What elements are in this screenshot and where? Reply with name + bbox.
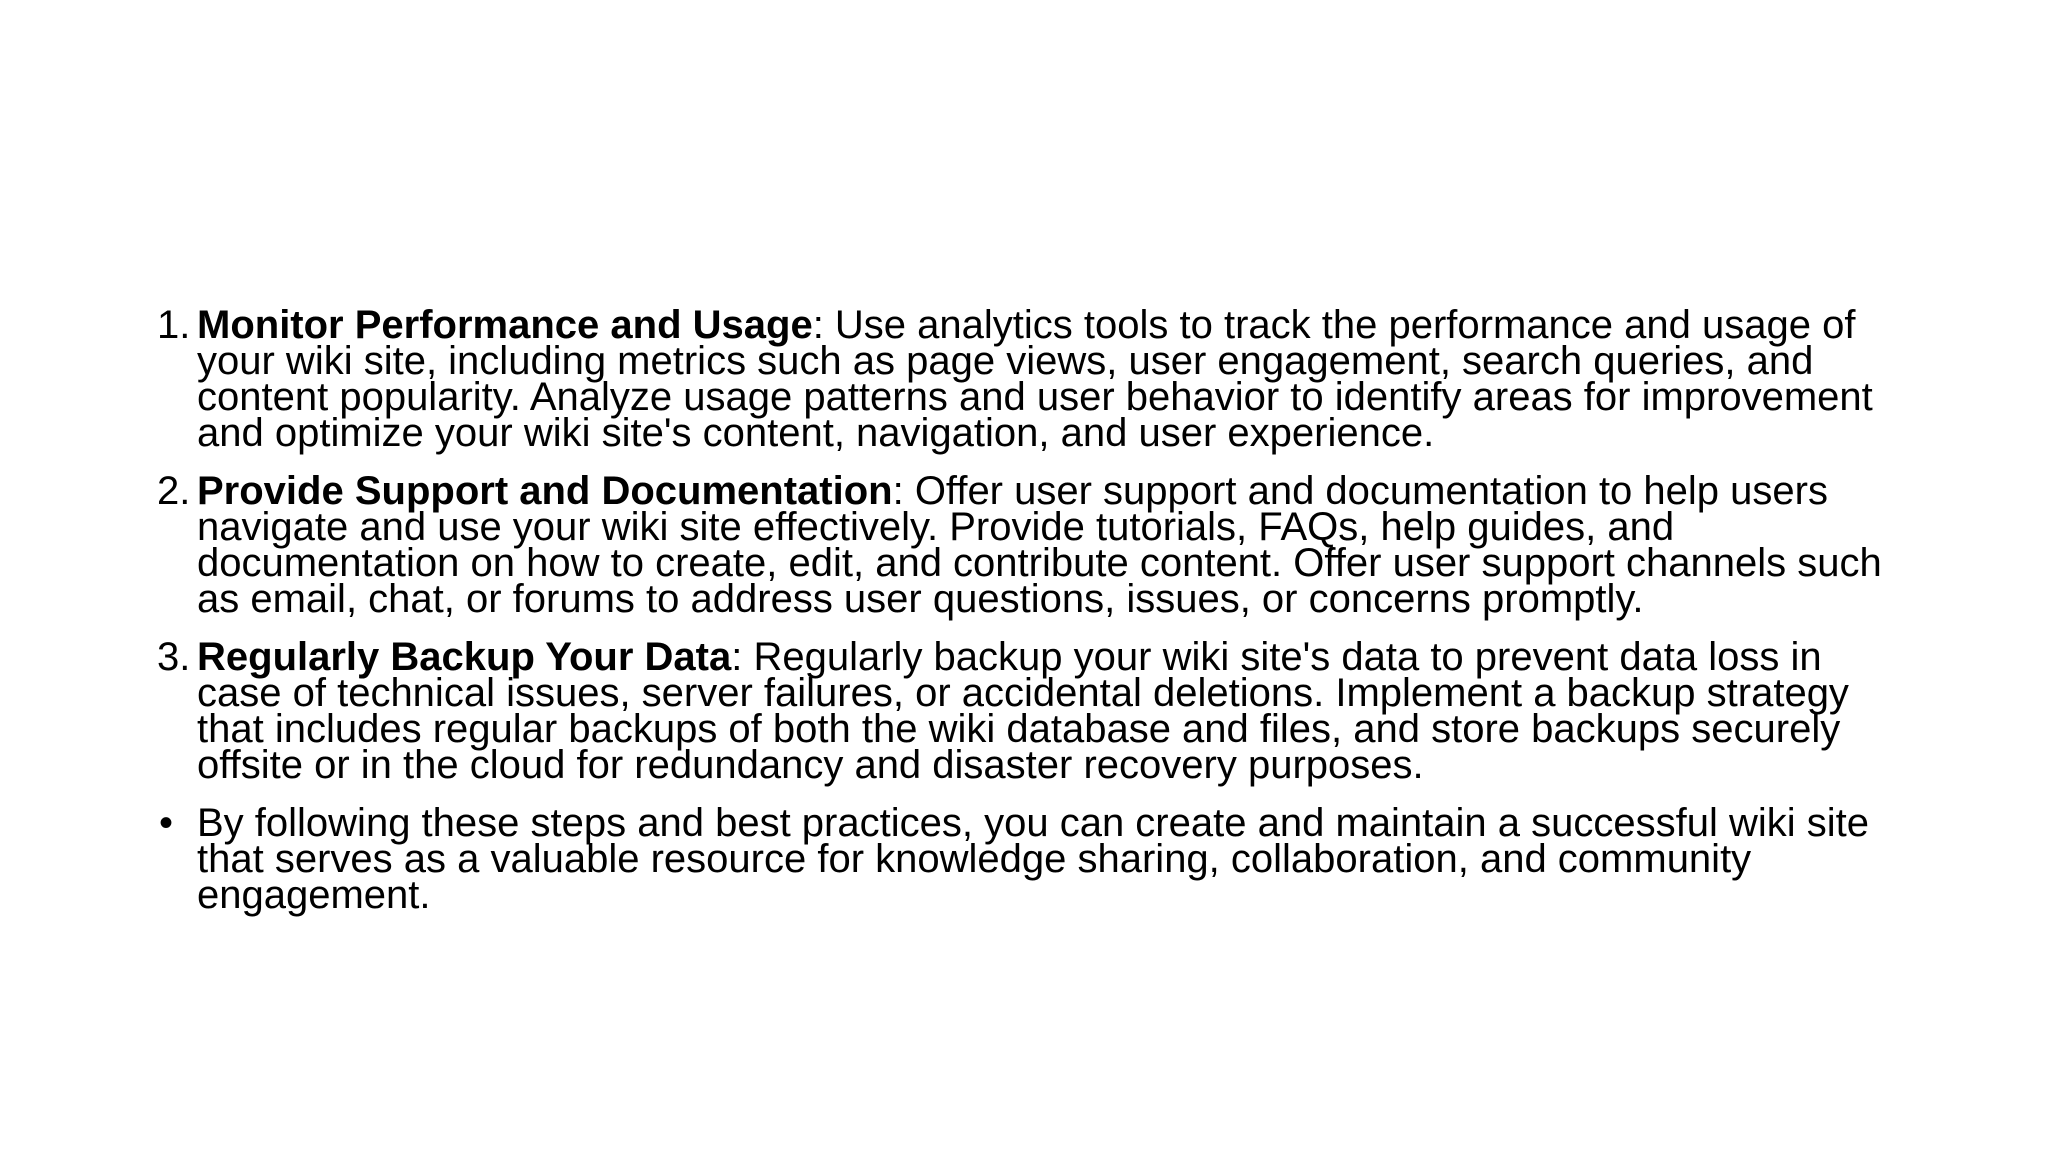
list-item-body: : Offer user support and documentation to help users navigate and use your wiki site effectively. Provide tutorials, FAQs, help guides, and documentation on how to create, edit, and contribute content. Offer user support channels such as email, chat, or forums to address user questions, issues, or concerns promptly. — [197, 469, 1882, 621]
numbered-list-item-provide-support — [157, 469, 1917, 621]
list-number: 3. — [157, 635, 191, 679]
list-number: 1. — [157, 303, 191, 347]
list-item-body: : Regularly backup your wiki site's data to prevent data loss in case of technical issues, server failures, or accidental deletions. Implement a backup strategy that includes regular backups of both the wiki database and files, and store backups securely offsite or in the cloud for redundancy and disaster recovery purposes. — [197, 635, 1849, 787]
list-item-text — [197, 635, 1917, 787]
numbered-list-item-monitor-performance — [157, 303, 1917, 455]
conclusion-text: By following these steps and best practices, you can create and maintain a successful wiki site that serves as a valuable resource for knowledge sharing, collaboration, and community engagement. — [197, 801, 1869, 917]
list-item-text — [197, 303, 1917, 455]
numbered-list-item-backup-data — [157, 635, 1917, 787]
list-item-title: Monitor Performance and Usage — [197, 303, 813, 347]
list-item-title: Regularly Backup Your Data — [197, 635, 732, 679]
list-item-text — [197, 469, 1917, 621]
list-item-title: Provide Support and Documentation — [197, 469, 893, 513]
list-number: 2. — [157, 469, 191, 513]
list-item-body: : Use analytics tools to track the performance and usage of your wiki site, including metrics such as page views, user engagement, search queries, and content popularity. Analyze usage patterns and user behavior to identify areas for improvement and optimize your wiki site's content, navigation, and user experience. — [197, 303, 1873, 455]
slide-content — [157, 303, 1917, 935]
bullet-icon: • — [159, 801, 174, 845]
bullet-list-item-conclusion — [157, 801, 1917, 917]
